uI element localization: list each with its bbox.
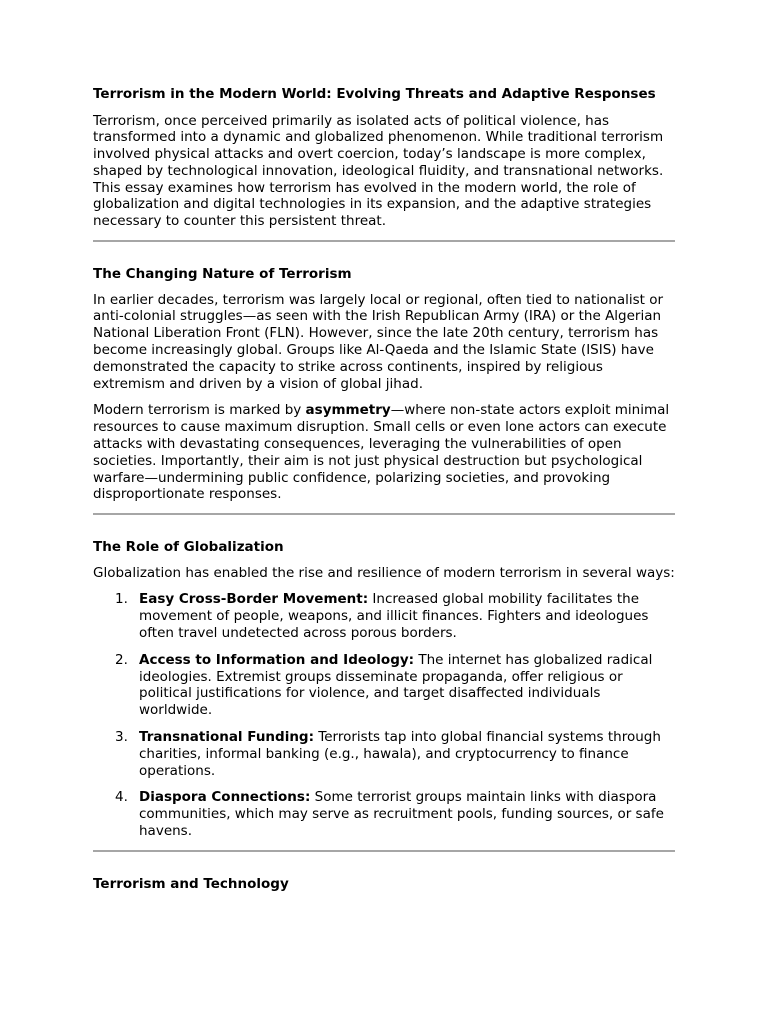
section-divider: [93, 240, 675, 242]
list-item-text: Increased global mobility facilitates the movement of people, weapons, and illicit finances. Fighters and ideologues often travel undetected across porous borders.: [139, 591, 649, 642]
globalization-list: [93, 591, 675, 839]
paragraph-text: Modern terrorism is marked by: [93, 402, 306, 419]
changing-nature-paragraph-2: [93, 402, 675, 503]
list-item-text: Terrorists tap into global financial systems through charities, informal banking (e.g., hawala), and cryptocurrency to finance operations.: [139, 729, 661, 779]
list-item-label: Transnational Funding:: [139, 729, 314, 746]
section-divider: [93, 850, 675, 852]
list-item: [93, 729, 675, 779]
list-item-label: Diaspora Connections:: [139, 789, 311, 806]
list-number: 1.: [115, 591, 128, 608]
changing-nature-paragraph-1: In earlier decades, terrorism was largely local or regional, often tied to nationalist or anti-colonial struggles—as seen with the Irish Republican Army (IRA) or the Algerian National Liberation Front (FLN). However, since the late 20th century, terrorism has become increasingly global. Groups like Al-Qaeda and the Islamic State (ISIS) have demonstrated the capacity to strike across continents, inspired by religious extremism and driven by a vision of global jihad.: [93, 291, 664, 392]
list-item-label: Easy Cross-Border Movement:: [139, 591, 369, 608]
globalization-intro: Globalization has enabled the rise and resilience of modern terrorism in several ways:: [93, 564, 675, 581]
section-heading-changing-nature: The Changing Nature of Terrorism: [93, 266, 352, 283]
list-item: [93, 652, 675, 719]
document-title: Terrorism in the Modern World: Evolving Threats and Adaptive Responses: [93, 86, 656, 102]
paragraph-text: —where non-state actors exploit minimal resources to cause maximum disruption. Small cells or even lone actors can execute attacks with devastating consequences, leveraging the vulnerabilities of open societies. Importantly, their aim is not just physical destruction but psychological warfare—undermining public confidence, polarizing societies, and provoking disproportionate responses.: [93, 402, 670, 503]
list-number: 2.: [115, 651, 128, 668]
list-item-label: Access to Information and Ideology:: [139, 651, 415, 668]
intro-paragraph: Terrorism, once perceived primarily as isolated acts of political violence, has transformed into a dynamic and globalized phenomenon. While traditional terrorism involved physical attacks and overt coercion, today’s landscape is more complex, shaped by technological innovation, ideological fluidity, and transnational networks. This essay examines how terrorism has evolved in the modern world, the role of globalization and digital technologies in its expansion, and the adaptive strategies necessary to counter this persistent threat.: [93, 112, 664, 230]
document-page: [93, 86, 675, 901]
section-divider: [93, 513, 675, 515]
list-item-text: The internet has globalized radical ideologies. Extremist groups disseminate propaganda, offer religious or political justifications for violence, and target disaffected individuals worldwide.: [139, 651, 653, 719]
list-item-text: Some terrorist groups maintain links with diaspora communities, which may serve as recruitment pools, funding sources, or safe havens.: [139, 789, 664, 839]
list-item: [93, 789, 675, 839]
list-number: 3.: [115, 729, 128, 746]
list-number: 4.: [115, 789, 128, 806]
list-item: [93, 591, 675, 641]
section-heading-technology: Terrorism and Technology: [93, 875, 289, 892]
emphasis-asymmetry: asymmetry: [305, 402, 391, 419]
section-heading-globalization: The Role of Globalization: [93, 539, 284, 556]
